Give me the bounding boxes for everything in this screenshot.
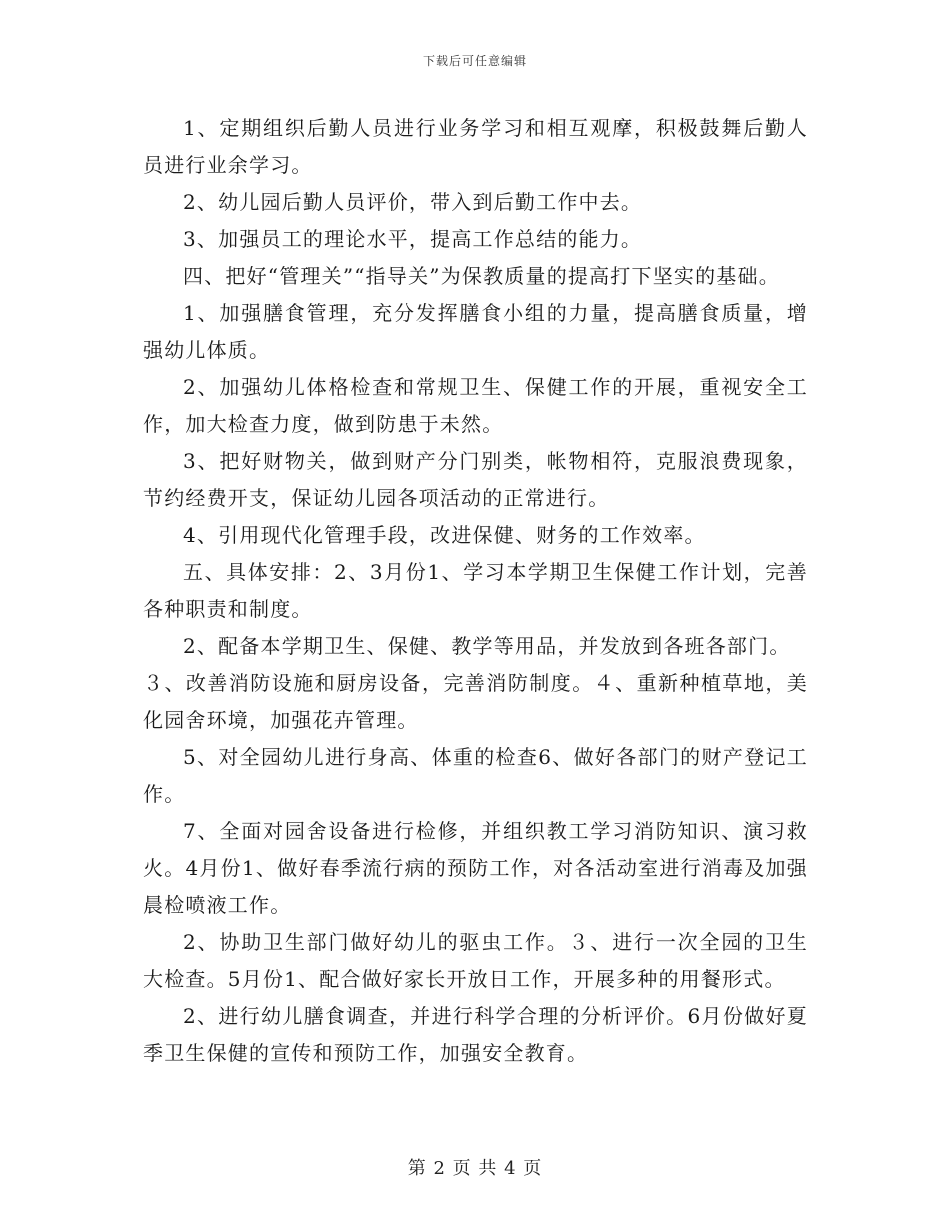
document-body xyxy=(143,110,808,1072)
paragraph-15: 2、进行幼儿膳食调查，并进行科学合理的分析评价。6月份做好夏季卫生保健的宣传和预防工作，加强安全教育。 xyxy=(143,1004,808,1065)
paragraph-8: 4、引用现代化管理手段，改进保健、财务的工作效率。 xyxy=(183,523,706,547)
paragraph-14: 2、协助卫生部门做好幼儿的驱虫工作。３、进行一次全园的卫生大检查。5月份1、配合做好家长开放日工作，开展多种的用餐形式。 xyxy=(143,930,808,991)
page-header: 下载后可任意编辑 xyxy=(422,54,527,68)
paragraph-13: 7、全面对园舍设备进行检修，并组织教工学习消防知识、演习救火。4月份1、做好春季流行病的预防工作，对各活动室进行消毒及加强晨检喷液工作。 xyxy=(143,819,808,917)
paragraph-7: 3、把好财物关，做到财产分门别类，帐物相符，克服浪费现象，节约经费开支，保证幼儿园各项活动的正常进行。 xyxy=(143,449,808,510)
paragraph-2: 2、幼儿园后勤人员评价，带入到后勤工作中去。 xyxy=(183,190,643,214)
paragraph-12: 5、对全园幼儿进行身高、体重的检查6、做好各部门的财产登记工作。 xyxy=(143,745,808,806)
paragraph-6: 2、加强幼儿体格检查和常规卫生、保健工作的开展，重视安全工作，加大检查力度，做到防患于未然。 xyxy=(143,375,808,436)
paragraph-3: 3、加强员工的理论水平，提高工作总结的能力。 xyxy=(183,227,643,251)
section-heading-four: 四、把好“管理关”“指导关”为保教质量的提高打下坚实的基础。 xyxy=(183,264,780,288)
paragraph-11: ３、改善消防设施和厨房设备，完善消防制度。４、重新种植草地，美化园舍环境，加强花卉管理。 xyxy=(143,671,808,732)
paragraph-5: 1、加强膳食管理，充分发挥膳食小组的力量，提高膳食质量，增强幼儿体质。 xyxy=(143,301,808,362)
paragraph-1: 1、定期组织后勤人员进行业务学习和相互观摩，积极鼓舞后勤人员进行业余学习。 xyxy=(143,116,808,177)
paragraph-10: 2、配备本学期卫生、保健、教学等用品，并发放到各班各部门。 xyxy=(183,634,791,658)
page-number-footer: 第 2 页 共 4 页 xyxy=(407,1158,543,1179)
section-heading-five: 五、具体安排：2、3月份1、学习本学期卫生保健工作计划，完善各种职责和制度。 xyxy=(143,560,808,621)
